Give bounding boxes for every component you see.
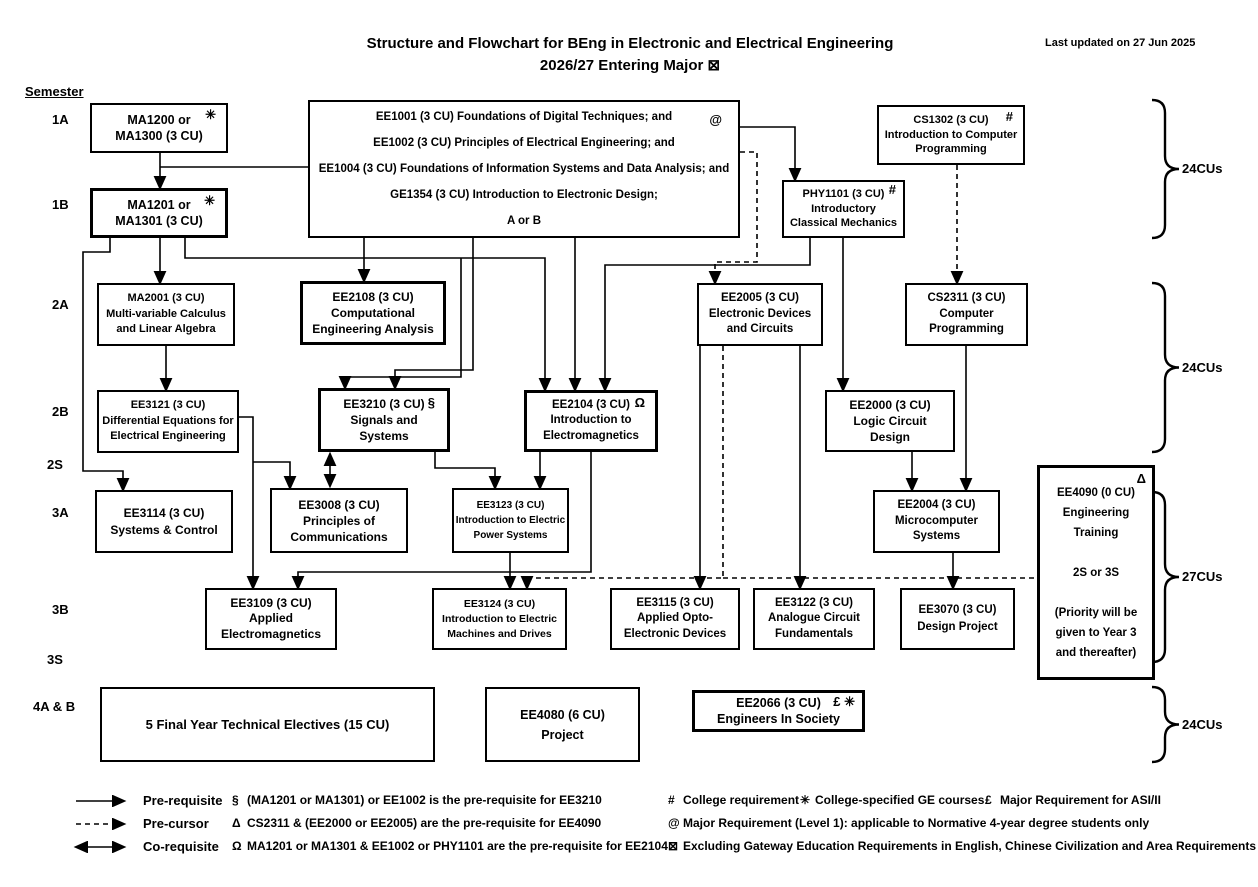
- legend-symbol: £: [985, 793, 992, 807]
- course-box-line: EE3124 (3 CU): [463, 597, 536, 610]
- course-box-line: [1094, 583, 1097, 603]
- course-box-line: EE2005 (3 CU): [721, 292, 799, 305]
- course-box-line: [1094, 543, 1097, 563]
- course-box-line: EE2004 (3 CU): [897, 499, 976, 512]
- course-box-line: 5 Final Year Technical Electives (15 CU): [145, 717, 390, 732]
- course-box-line: Systems: [359, 429, 409, 443]
- course-box-ee2066: [692, 690, 865, 732]
- course-box-ee3122: [753, 588, 875, 650]
- legend-label-double: Co-requisite: [143, 839, 219, 854]
- course-box-line: Fundamentals: [775, 627, 853, 640]
- course-box-ma1200: [90, 103, 228, 153]
- course-box-line: MA1201 or: [127, 198, 191, 212]
- requirement-symbol: @: [709, 112, 722, 127]
- course-box-line: Classical Mechanics: [789, 217, 897, 230]
- semester-label-1B: 1B: [52, 197, 69, 212]
- course-box-line: Systems: [912, 530, 961, 543]
- requirement-symbol: #: [1005, 109, 1013, 124]
- course-box-line: CS2311 (3 CU): [927, 292, 1006, 305]
- course-box-line: Project: [541, 727, 584, 742]
- course-box-line: Programming: [915, 143, 987, 156]
- requirement-symbol: ✳: [205, 107, 216, 122]
- course-box-line: EE3115 (3 CU): [636, 596, 714, 609]
- course-box-line: Microcomputer: [894, 514, 979, 527]
- legend-note-✳: ✳ College-specified GE courses: [800, 793, 985, 807]
- course-box-line: EE1002 (3 CU) Principles of Electrical Engineering; and: [373, 137, 675, 149]
- course-box-line: EE2108 (3 CU): [332, 290, 414, 304]
- course-box-ma2001: [97, 283, 235, 346]
- cu-total-label: 24CUs: [1182, 161, 1223, 176]
- course-box-line: MA1200 or: [127, 113, 191, 127]
- legend-label-solid: Pre-requisite: [143, 793, 223, 808]
- course-box-ee3070: [900, 588, 1015, 650]
- semester-label-4AB: 4A & B: [33, 699, 76, 714]
- course-box-line: EE1001 (3 CU) Foundations of Digital Techniques; and: [375, 111, 673, 123]
- course-box-ee2000: [825, 390, 955, 452]
- course-box-line: Machines and Drives: [447, 627, 552, 640]
- dashed-arrow-legend-icon: [72, 818, 134, 830]
- legend-symbol: #: [668, 793, 675, 807]
- course-box-line: Differential Equations for: [102, 414, 234, 427]
- legend-note-#: # College requirement: [668, 793, 800, 807]
- semester-label-2S: 2S: [47, 457, 63, 472]
- legend-note-Δ: Δ CS2311 & (EE2000 or EE2005) are the pre-requisite for EE4090: [232, 816, 602, 830]
- double-arrow-legend-icon: [72, 841, 134, 853]
- course-box-line: EE3008 (3 CU): [298, 497, 380, 512]
- legend-note-§: § (MA1201 or MA1301) or EE1002 is the pre-requisite for EE3210: [232, 793, 602, 807]
- course-box-line: Introduction to: [550, 414, 632, 427]
- requirement-symbol: Ω: [634, 395, 645, 410]
- course-box-line: EE3121 (3 CU): [130, 399, 206, 412]
- course-box-line: EE3210 (3 CU): [343, 397, 425, 411]
- requirement-symbol: Δ: [1136, 471, 1146, 486]
- course-box-line: Training: [1073, 526, 1119, 539]
- course-box-line: 2S or 3S: [1072, 566, 1120, 579]
- course-box-line: Design: [869, 430, 910, 444]
- course-box-line: Electrical Engineering: [110, 430, 226, 443]
- course-box-ee2104: [524, 390, 658, 452]
- course-box-phy1101: [782, 180, 905, 238]
- course-box-line: Analogue Circuit: [767, 612, 860, 625]
- course-box-line: Applied: [249, 611, 293, 626]
- course-box-line: EE3109 (3 CU): [230, 595, 312, 610]
- course-box-line: EE2104 (3 CU): [552, 398, 630, 411]
- course-box-ee2005: [697, 283, 823, 346]
- course-box-line: MA1300 (3 CU): [115, 129, 203, 143]
- legend-symbol: ⊠: [668, 839, 679, 853]
- course-box-line: Programming: [929, 323, 1004, 336]
- cu-total-label: 24CUs: [1182, 359, 1223, 375]
- course-box-line: EE3122 (3 CU): [775, 596, 853, 609]
- semester-label-1A: 1A: [52, 112, 69, 127]
- cu-brace: [1152, 687, 1179, 762]
- course-box-line: and Linear Algebra: [116, 323, 216, 336]
- legend-symbol: @: [668, 816, 680, 830]
- course-box-line: and thereafter): [1055, 646, 1137, 659]
- legend-label-dashed: Pre-cursor: [143, 816, 209, 831]
- course-box-line: Introduction to Computer: [884, 128, 1018, 141]
- course-box-line: CS1302 (3 CU): [913, 114, 989, 127]
- course-box-line: EE3114 (3 CU): [123, 505, 205, 520]
- last-updated-note: Last updated on 27 Jun 2025: [1045, 37, 1196, 49]
- course-box-line: GE1354 (3 CU) Introduction to Electronic Design;: [390, 189, 658, 201]
- course-box-line: EE3070 (3 CU): [918, 604, 997, 616]
- course-box-line: EE4080 (6 CU): [520, 707, 605, 722]
- course-box-line: Introduction to Electric: [455, 515, 566, 526]
- cu-brace: [1152, 100, 1179, 238]
- course-box-ee3114: [95, 490, 233, 553]
- course-box-line: Signals and: [350, 413, 418, 427]
- course-box-line: Introduction to Electric: [442, 612, 557, 625]
- course-box-line: EE2066 (3 CU): [736, 695, 821, 710]
- requirement-symbol: §: [427, 395, 435, 410]
- course-box-ee4090: [1037, 465, 1155, 680]
- course-box-line: Engineering: [1062, 506, 1130, 519]
- course-box-line: Engineering Analysis: [312, 322, 434, 336]
- page-title-line2: 2026/27 Entering Major ⊠: [539, 57, 721, 74]
- course-box-cs1302: [877, 105, 1025, 165]
- course-box-line: EE1004 (3 CU) Foundations of Information Systems and Data Analysis; and: [318, 163, 730, 175]
- page-title-line1: Structure and Flowchart for BEng in Electronic and Electrical Engineering: [366, 35, 894, 52]
- course-box-line: Principles of: [302, 513, 376, 528]
- requirement-symbol: #: [888, 182, 896, 197]
- course-box-line: Design Project: [917, 621, 998, 633]
- prerequisite-arrow: [435, 452, 495, 488]
- course-box-line: Power Systems: [473, 530, 548, 541]
- course-box-ee4080: [485, 687, 640, 762]
- semester-label-3S: 3S: [47, 652, 63, 667]
- legend-symbol: Ω: [232, 839, 242, 853]
- prerequisite-arrow: [740, 127, 795, 180]
- legend-symbol: §: [232, 793, 239, 807]
- semester-label-3B: 3B: [52, 602, 69, 617]
- course-box-line: Communications: [290, 529, 388, 544]
- requirement-symbol: £ ✳: [833, 694, 855, 709]
- course-box-line: Introductory: [811, 202, 876, 215]
- course-box-line: EE2000 (3 CU): [849, 398, 931, 412]
- legend-note-£: £ Major Requirement for ASI/II: [985, 793, 1161, 807]
- requirement-symbol: ✳: [204, 193, 215, 208]
- course-box-line: EE4090 (0 CU): [1057, 486, 1135, 499]
- course-box-ee3124: [432, 588, 567, 650]
- course-box-ee3109: [205, 588, 337, 650]
- course-box-line: Electronic Devices: [708, 307, 812, 320]
- course-box-core-group: [308, 100, 740, 238]
- course-box-line: Electromagnetics: [543, 429, 639, 442]
- legend-symbol: ✳: [800, 793, 811, 807]
- course-box-line: PHY1101 (3 CU): [802, 188, 885, 201]
- course-box-line: Electromagnetics: [220, 626, 322, 641]
- course-box-ee2108: [300, 281, 446, 345]
- legend-symbol: Δ: [232, 816, 241, 830]
- legend-note-at: @ Major Requirement (Level 1): applicable to Normative 4-year degree students only: [668, 816, 1150, 830]
- semester-label-2A: 2A: [52, 297, 69, 312]
- cu-total-label: 24CUs: [1182, 716, 1223, 732]
- course-box-line: and Circuits: [726, 323, 794, 336]
- course-box-line: given to Year 3: [1055, 626, 1137, 639]
- course-box-ee3123: [452, 488, 569, 553]
- solid-arrow-legend-icon: [72, 795, 134, 807]
- course-box-line: A or B: [506, 215, 542, 227]
- cu-brace: [1152, 283, 1179, 452]
- prerequisite-arrow: [237, 417, 253, 588]
- cu-brace: [1152, 492, 1179, 662]
- course-box-line: Electronic Devices: [623, 627, 727, 640]
- course-box-line: Computer: [939, 307, 994, 320]
- course-box-electives: [100, 687, 435, 762]
- semester-label-3A: 3A: [52, 505, 69, 520]
- course-box-line: MA1301 (3 CU): [115, 214, 203, 228]
- course-box-line: (Priority will be: [1054, 606, 1138, 619]
- course-box-cs2311: [905, 283, 1028, 346]
- course-box-line: MA2001 (3 CU): [127, 292, 205, 305]
- course-box-line: EE3123 (3 CU): [476, 500, 545, 511]
- course-box-ee3008: [270, 488, 408, 553]
- course-box-ee3115: [610, 588, 740, 650]
- course-box-line: Systems & Control: [110, 522, 218, 537]
- legend-note-Ω: Ω MA1201 or MA1301 & EE1002 or PHY1101 are the pre-requisite for EE2104: [232, 839, 668, 853]
- course-box-line: Applied Opto-: [636, 612, 713, 625]
- course-box-ma1201: [90, 188, 228, 238]
- course-box-line: Logic Circuit: [853, 414, 927, 428]
- prerequisite-arrow: [253, 462, 290, 488]
- legend-note-excl: ⊠ Excluding Gateway Education Requirements in English, Chinese Civilization and Area Requirements: [668, 839, 1257, 853]
- course-box-line: Engineers In Society: [717, 712, 840, 726]
- cu-total-label: 27CUs: [1182, 569, 1223, 584]
- semester-column-heading: Semester: [25, 84, 84, 99]
- semester-label-2B: 2B: [52, 404, 69, 419]
- course-box-line: Multi-variable Calculus: [106, 307, 226, 320]
- course-box-ee2004: [873, 490, 1000, 553]
- course-box-ee3121: [97, 390, 239, 453]
- page-title: [150, 33, 1110, 77]
- course-box-ee3210: [318, 388, 450, 452]
- course-box-line: Computational: [331, 306, 415, 320]
